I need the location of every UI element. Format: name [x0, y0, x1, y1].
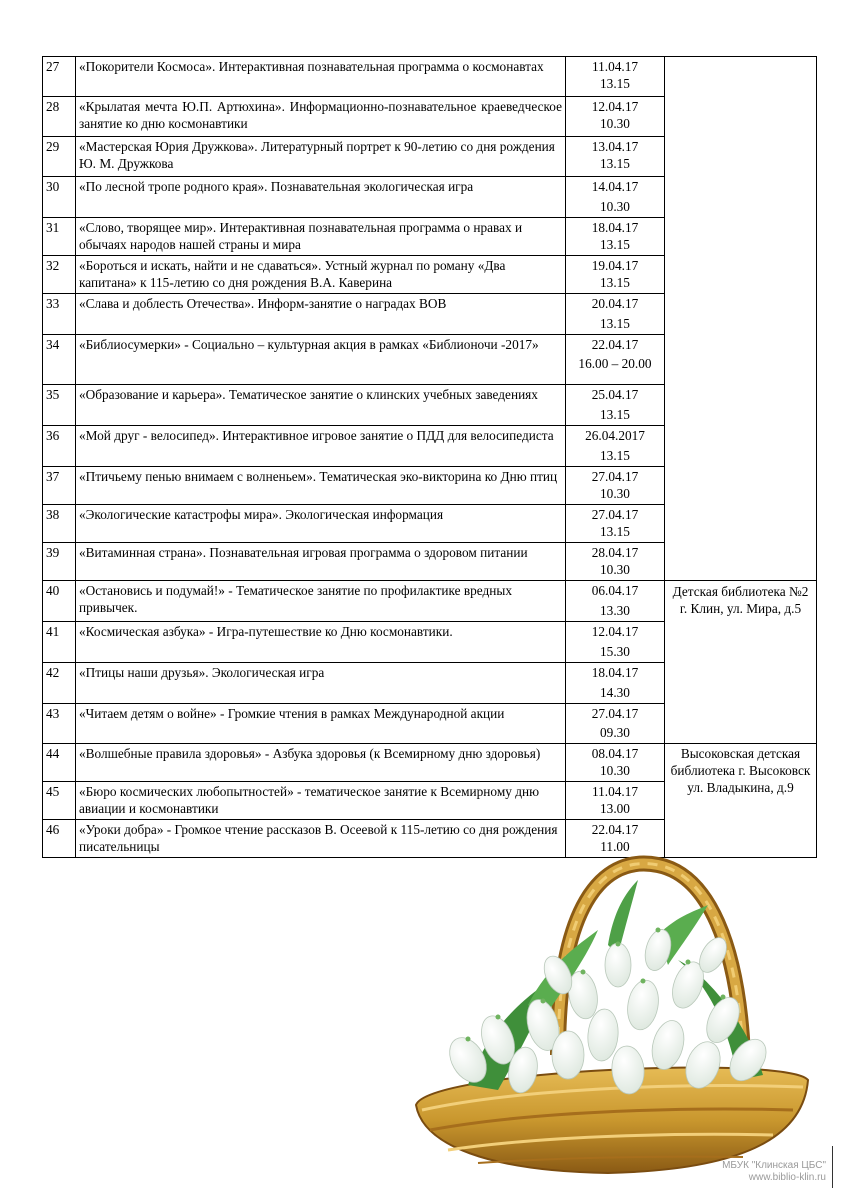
- event-title: «Бороться и искать, найти и не сдаваться». Устный журнал по роману «Два капитана» к 115-летию со дня рождения В.А. Каверина: [76, 256, 566, 294]
- vysokovsk-library-address: Высоковская детская библиотека г. Высоковск ул. Владыкина, д.9: [665, 744, 817, 858]
- event-title: «Птицы наши друзья». Экологическая игра: [76, 663, 566, 704]
- event-date: 28.04.17: [591, 545, 639, 560]
- event-time: 16.00 – 20.00: [578, 356, 652, 371]
- row-number: 41: [43, 622, 76, 663]
- event-time: 13.15: [600, 275, 630, 290]
- event-date: 25.04.17: [591, 387, 639, 402]
- footer-divider: [832, 1146, 833, 1188]
- event-title: «Волшебные правила здоровья» - Азбука здоровья (к Всемирному дню здоровья): [76, 744, 566, 782]
- event-time: 13.15: [600, 237, 630, 252]
- event-title: «Остановись и подумай!» - Тематическое занятие по профилактике вредных привычек.: [76, 581, 566, 622]
- event-date: 26.04.2017: [585, 428, 645, 443]
- event-title: «Бюро космических любопытностей» - тематическое занятие к Всемирному дню авиации и космонавтики: [76, 782, 566, 820]
- table-row: [43, 744, 817, 782]
- event-datetime: [566, 622, 665, 663]
- events-table-container: [42, 56, 816, 858]
- event-date: 27.04.17: [591, 706, 639, 721]
- event-date: 20.04.17: [591, 296, 639, 311]
- event-date: 19.04.17: [591, 258, 639, 273]
- event-title: «Слово, творящее мир». Интерактивная познавательная программа о нравах и обычаях народов нашей страны и мира: [76, 218, 566, 256]
- footer-organization: МБУК "Клинская ЦБС": [722, 1160, 826, 1171]
- event-date: 27.04.17: [591, 469, 639, 484]
- event-datetime: [566, 426, 665, 467]
- event-date: 08.04.17: [591, 746, 639, 761]
- row-number: 43: [43, 704, 76, 744]
- event-datetime: [566, 294, 665, 335]
- snowdrop-basket-illustration: [408, 855, 813, 1175]
- row-number: 44: [43, 744, 76, 782]
- event-time: 13.15: [600, 407, 630, 422]
- event-datetime: [566, 467, 665, 505]
- row-number: 31: [43, 218, 76, 256]
- event-datetime: [566, 782, 665, 820]
- row-number: 45: [43, 782, 76, 820]
- event-time: 13.15: [600, 524, 630, 539]
- event-datetime: [566, 581, 665, 622]
- row-number: 36: [43, 426, 76, 467]
- event-title: «Мастерская Юрия Дружкова». Литературный портрет к 90-летию со дня рождения Ю. М. Дружкова: [76, 137, 566, 177]
- event-time: 13.15: [600, 76, 630, 91]
- event-datetime: [566, 543, 665, 581]
- footer-website: www.biblio-klin.ru: [748, 1172, 826, 1183]
- event-title: «Читаем детям о войне» - Громкие чтения в рамках Международной акции: [76, 704, 566, 744]
- row-number: 42: [43, 663, 76, 704]
- event-datetime: [566, 97, 665, 137]
- event-date: 27.04.17: [591, 507, 639, 522]
- event-time: 13.15: [600, 316, 630, 331]
- event-title: «Слава и доблесть Отечества». Информ-занятие о наградах ВОВ: [76, 294, 566, 335]
- event-title: «Витаминная страна». Познавательная игровая программа о здоровом питании: [76, 543, 566, 581]
- event-title: «Покорители Космоса». Интерактивная познавательная программа о космонавтах: [76, 57, 566, 97]
- event-datetime: [566, 820, 665, 858]
- row-number: 35: [43, 385, 76, 426]
- event-time: 10.30: [600, 763, 630, 778]
- event-time: 13.15: [600, 448, 630, 463]
- row-number: 37: [43, 467, 76, 505]
- events-table: [42, 56, 817, 858]
- event-title: «Мой друг - велосипед». Интерактивное игровое занятие о ПДД для велосипедиста: [76, 426, 566, 467]
- event-time: 10.30: [600, 486, 630, 501]
- place-cell-empty: [665, 57, 817, 581]
- event-time: 10.30: [600, 116, 630, 131]
- event-date: 18.04.17: [591, 665, 639, 680]
- event-title: «Птичьему пенью внимаем с волненьем». Тематическая эко-викторина ко Дню птиц: [76, 467, 566, 505]
- event-datetime: [566, 744, 665, 782]
- event-datetime: [566, 137, 665, 177]
- event-date: 06.04.17: [591, 583, 639, 598]
- event-date: 12.04.17: [591, 624, 639, 639]
- event-datetime: [566, 663, 665, 704]
- row-number: 39: [43, 543, 76, 581]
- row-number: 27: [43, 57, 76, 97]
- event-date: 11.04.17: [591, 59, 639, 74]
- event-date: 22.04.17: [591, 337, 639, 352]
- event-time: 13.30: [600, 603, 630, 618]
- row-number: 33: [43, 294, 76, 335]
- event-title: «Библиосумерки» - Социально – культурная акция в рамках «Библионочи -2017»: [76, 335, 566, 385]
- event-date: 13.04.17: [591, 139, 639, 154]
- event-date: 14.04.17: [591, 179, 639, 194]
- table-row: [43, 57, 817, 97]
- event-time: 14.30: [600, 685, 630, 700]
- event-datetime: [566, 57, 665, 97]
- row-number: 40: [43, 581, 76, 622]
- row-number: 29: [43, 137, 76, 177]
- event-date: 18.04.17: [591, 220, 639, 235]
- event-time: 09.30: [600, 725, 630, 740]
- row-number: 38: [43, 505, 76, 543]
- event-date: 12.04.17: [591, 99, 639, 114]
- event-time: 15.30: [600, 644, 630, 659]
- event-datetime: [566, 177, 665, 218]
- event-title: «По лесной тропе родного края». Познавательная экологическая игра: [76, 177, 566, 218]
- event-title: «Космическая азбука» - Игра-путешествие ко Дню космонавтики.: [76, 622, 566, 663]
- row-number: 28: [43, 97, 76, 137]
- row-number: 32: [43, 256, 76, 294]
- event-datetime: [566, 704, 665, 744]
- event-title: «Уроки добра» - Громкое чтение рассказов В. Осеевой к 115-летию со дня рождения писательницы: [76, 820, 566, 858]
- event-title: «Экологические катастрофы мира». Экологическая информация: [76, 505, 566, 543]
- row-number: 30: [43, 177, 76, 218]
- row-number: 34: [43, 335, 76, 385]
- event-title: «Образование и карьера». Тематическое занятие о клинских учебных заведениях: [76, 385, 566, 426]
- event-datetime: [566, 335, 665, 385]
- event-time: 13.15: [600, 156, 630, 171]
- event-datetime: [566, 218, 665, 256]
- event-date: 22.04.17: [591, 822, 639, 837]
- event-time: 10.30: [600, 199, 630, 214]
- event-time: 13.00: [600, 801, 630, 816]
- event-date: 11.04.17: [591, 784, 639, 799]
- event-time: 11.00: [600, 839, 630, 854]
- event-datetime: [566, 505, 665, 543]
- footer: [722, 1160, 826, 1184]
- event-datetime: [566, 256, 665, 294]
- table-row: [43, 581, 817, 622]
- row-number: 46: [43, 820, 76, 858]
- library-2-address: Детская библиотека №2 г. Клин, ул. Мира, д.5: [665, 581, 817, 744]
- event-datetime: [566, 385, 665, 426]
- event-title: «Крылатая мечта Ю.П. Артюхина». Информационно-познавательное краеведческое занятие ко дню космонавтики: [76, 97, 566, 137]
- event-time: 10.30: [600, 562, 630, 577]
